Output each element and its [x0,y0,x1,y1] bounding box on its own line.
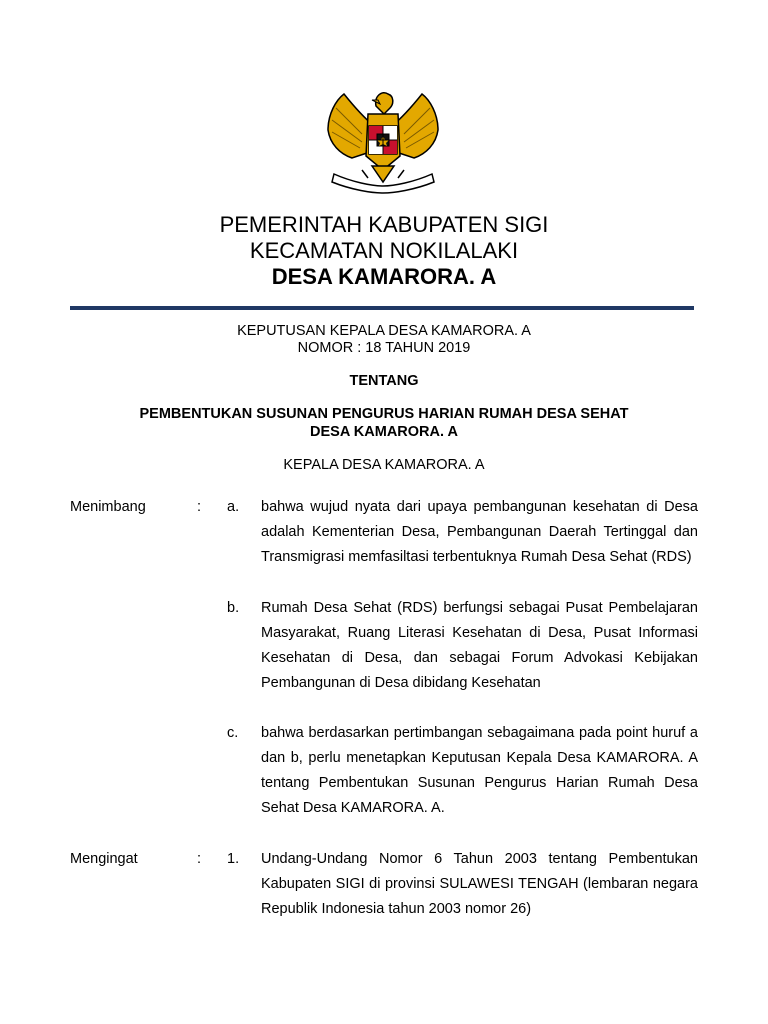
about-label: TENTANG [349,373,419,389]
decree-subject-line1: PEMBENTUKAN SUSUNAN PENGURUS HARIAN RUMAH DESA SEHAT [139,406,629,422]
mengingat-colon: : [197,851,202,867]
menimbang-item-b: Rumah Desa Sehat (RDS) berfungsi sebagai Pusat Pembelajaran Masyarakat, Ruang Literasi Kesehatan di Desa, Pusat Informasi Kesehatan di Desa, dan sebagai Forum Advokasi Kebijakan Pembangunan di Desa dibidang Kesehatan [261,600,698,691]
decree-number: NOMOR : 18 TAHUN 2019 [297,340,471,356]
decree-issuer: KEPALA DESA KAMARORA. A [283,457,485,473]
menimbang-marker-c: c. [227,725,239,741]
government-name: PEMERINTAH KABUPATEN SIGI [219,212,549,237]
menimbang-colon: : [197,499,202,515]
decree-title: KEPUTUSAN KEPALA DESA KAMARORA. A [237,323,531,339]
mengingat-marker-1: 1. [227,851,240,867]
menimbang-item-a: bahwa wujud nyata dari upaya pembangunan kesehatan di Desa adalah Kementerian Desa, Pembangunan Daerah Tertinggal dan Transmigrasi memfasiltasi terbentuknya Rumah Desa Sehat (RDS) [261,499,698,565]
garuda-emblem-icon [322,86,444,194]
menimbang-marker-b: b. [227,600,240,616]
village-name: DESA KAMARORA. A [271,264,497,289]
header-divider [70,306,694,310]
menimbang-marker-a: a. [227,499,240,515]
menimbang-label: Menimbang [70,499,146,515]
menimbang-item-c: bahwa berdasarkan pertimbangan sebagaimana pada point huruf a dan b, perlu menetapkan Keputusan Kepala Desa KAMARORA. A tentang Pembentukan Susunan Pengurus Harian Rumah Desa Sehat Desa KAMARORA. A. [261,725,698,816]
mengingat-label: Mengingat [70,851,138,867]
district-name: KECAMATAN NOKILALAKI [249,238,519,263]
decree-subject-line2: DESA KAMARORA. A [310,424,458,440]
mengingat-item-1: Undang-Undang Nomor 6 Tahun 2003 tentang Pembentukan Kabupaten SIGI di provinsi SULAWESI TENGAH (lembaran negara Republik Indonesia tahun 2003 nomor 26) [261,851,698,917]
